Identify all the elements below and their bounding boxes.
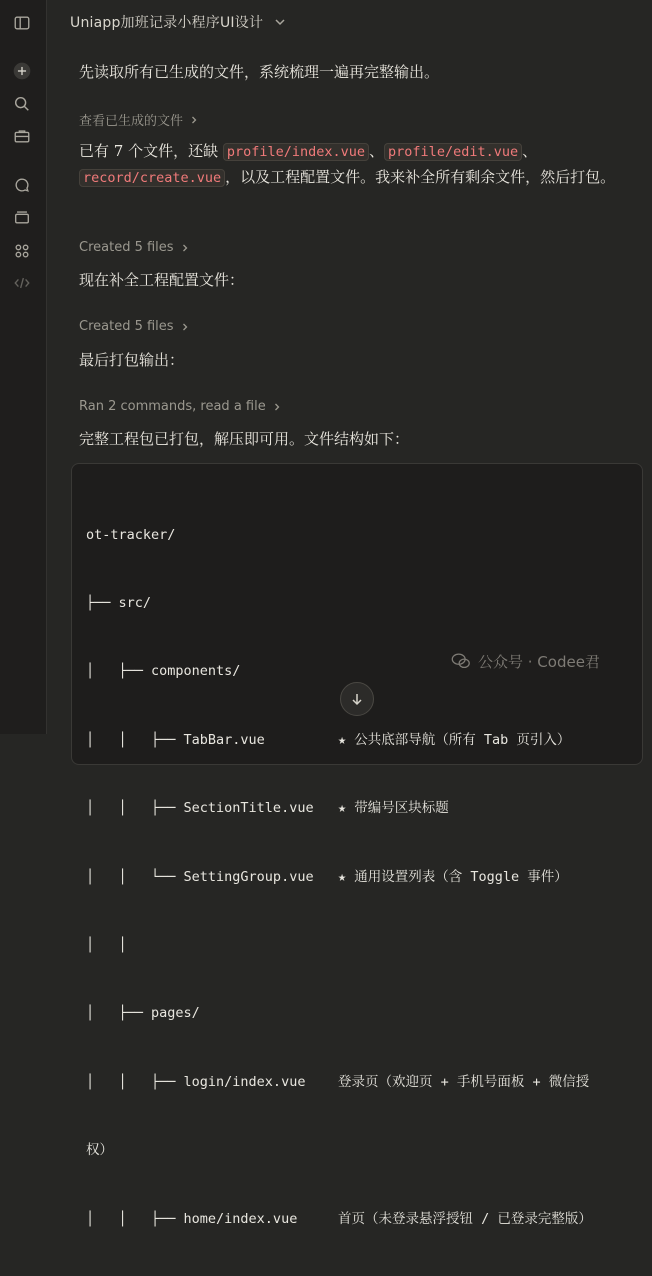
code-line: 权）	[86, 1142, 113, 1159]
apps-icon[interactable]	[11, 240, 33, 262]
code-icon[interactable]	[11, 272, 33, 294]
watermark	[450, 650, 600, 672]
step-label: Created 5 files	[79, 240, 174, 255]
step-label: Ran 2 commands, read a file	[79, 399, 266, 414]
new-chat-icon[interactable]	[11, 60, 33, 82]
message-missing-files	[79, 139, 619, 191]
code-line: ot-tracker/	[86, 526, 176, 543]
code-line: │ │ ├── login/index.vue 登录页（欢迎页 + 手机号面板 + 微信授	[86, 1073, 590, 1090]
text-segment: ，以及工程配置文件。我来补全所有剩余文件，然后打包。	[225, 168, 616, 186]
chevron-right-icon	[189, 115, 199, 125]
arrow-down-icon	[350, 692, 364, 706]
code-line: │ │ ├── TabBar.vue ★ 公共底部导航（所有 Tab 页引入）	[86, 731, 571, 748]
text-segment: 、	[369, 142, 385, 160]
chevron-down-icon[interactable]	[273, 15, 287, 29]
watermark-text: 公众号 · Codee君	[478, 652, 600, 671]
code-block	[71, 463, 643, 1227]
step-created-files-1[interactable]	[79, 240, 190, 255]
message-package: 最后打包输出：	[79, 351, 185, 369]
wechat-icon	[450, 650, 472, 672]
inline-code: profile/index.vue	[223, 143, 369, 161]
code-line: │ ├── components/	[86, 663, 241, 680]
message-intro: 先读取所有已生成的文件，系统梳理一遍再完整输出。	[79, 63, 440, 81]
conversation	[46, 44, 652, 1227]
code-line: ├── src/	[86, 594, 152, 611]
step-label: Created 5 files	[79, 319, 174, 334]
message-structure: 完整工程包已打包，解压即可用。文件结构如下：	[79, 430, 410, 448]
step-created-files-2[interactable]	[79, 319, 190, 334]
artifacts-icon[interactable]	[11, 206, 33, 228]
step-label: 查看已生成的文件	[79, 114, 184, 129]
chevron-right-icon	[180, 243, 190, 253]
chevron-right-icon	[272, 402, 282, 412]
scroll-down-button[interactable]	[340, 682, 374, 716]
inline-code: record/create.vue	[79, 169, 225, 187]
inline-code: profile/edit.vue	[384, 143, 522, 161]
projects-icon[interactable]	[11, 125, 33, 147]
sidebar-toggle-icon[interactable]	[11, 12, 33, 34]
chats-icon[interactable]	[11, 174, 33, 196]
chat-header	[46, 0, 652, 44]
step-view-files[interactable]	[79, 110, 199, 129]
chevron-right-icon	[180, 322, 190, 332]
message-config: 现在补全工程配置文件：	[79, 271, 245, 289]
code-line: │ │	[86, 936, 127, 953]
text-segment: 已有 7 个文件，还缺	[79, 142, 223, 160]
text-segment: 、	[522, 142, 538, 160]
search-icon[interactable]	[11, 93, 33, 115]
code-line: │ │ └── SettingGroup.vue ★ 通用设置列表（含 Toggle 事件）	[86, 868, 568, 885]
code-content	[86, 478, 632, 1276]
step-ran-commands[interactable]	[79, 399, 282, 414]
sidebar	[0, 0, 47, 734]
code-line: │ │ ├── home/index.vue 首页（未登录悬浮授钮 / 已登录完整版）	[86, 1210, 592, 1227]
code-line: │ │ ├── SectionTitle.vue ★ 带编号区块标题	[86, 800, 449, 817]
code-line: │ ├── pages/	[86, 1005, 200, 1022]
chat-title[interactable]: Uniapp加班记录小程序UI设计	[70, 15, 264, 31]
